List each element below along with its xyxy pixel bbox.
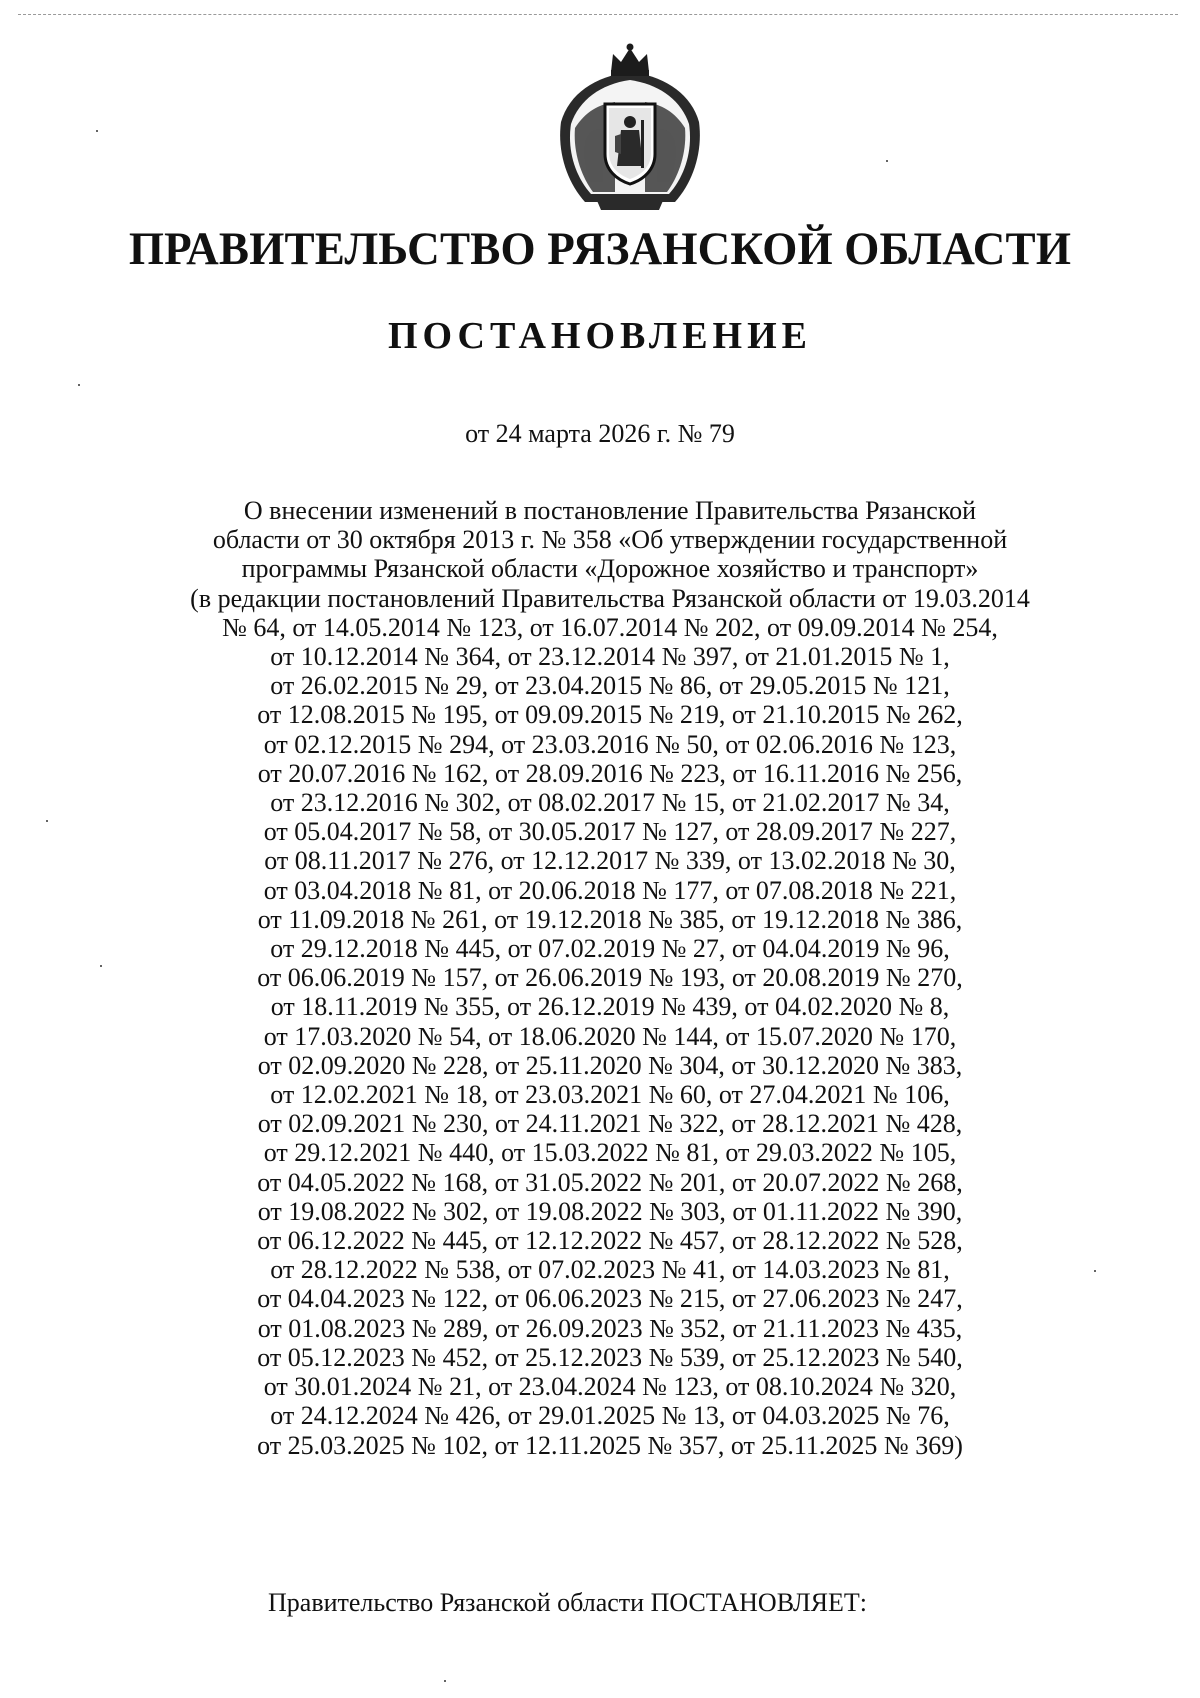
scan-speck (46, 820, 48, 822)
scan-speck (100, 965, 102, 967)
subject-line: от 17.03.2020 № 54, от 18.06.2020 № 144, от 15.07.2020 № 170, (263, 1021, 957, 1051)
document-subject (140, 496, 1080, 1460)
subject-line: № 64, от 14.05.2014 № 123, от 16.07.2014 № 202, от 09.09.2014 № 254, (222, 612, 998, 642)
subject-line: от 05.04.2017 № 58, от 30.05.2017 № 127, от 28.09.2017 № 227, (263, 817, 957, 847)
subject-line: от 05.12.2023 № 452, от 25.12.2023 № 539, от 25.12.2023 № 540, (257, 1342, 963, 1372)
subject-line: от 26.02.2015 № 29, от 23.04.2015 № 86, от 29.05.2015 № 121, (270, 671, 950, 701)
scan-speck (1094, 1270, 1096, 1272)
subject-line: от 02.09.2021 № 230, от 24.11.2021 № 322, от 28.12.2021 № 428, (257, 1109, 963, 1139)
subject-line: от 12.02.2021 № 18, от 23.03.2021 № 60, от 27.04.2021 № 106, (270, 1080, 950, 1110)
subject-line: от 12.08.2015 № 195, от 09.09.2015 № 219, от 21.10.2015 № 262, (257, 700, 963, 730)
subject-line: от 19.08.2022 № 302, от 19.08.2022 № 303, от 01.11.2022 № 390, (257, 1196, 963, 1226)
subject-line: от 04.04.2023 № 122, от 06.06.2023 № 215, от 27.06.2023 № 247, (257, 1284, 963, 1314)
scan-speck (444, 1680, 446, 1682)
scan-edge-line (18, 14, 1178, 15)
document-date-number: от 24 марта 2026 г. № 79 (465, 419, 735, 448)
subject-line: от 24.12.2024 № 426, от 29.01.2025 № 13, от 04.03.2025 № 76, (270, 1401, 950, 1431)
subject-line: от 29.12.2018 № 445, от 07.02.2019 № 27, от 04.04.2019 № 96, (270, 934, 950, 964)
scan-speck (886, 160, 888, 162)
scan-speck (78, 384, 80, 386)
subject-line: (в редакции постановлений Правительства Рязанской области от 19.03.2014 (190, 583, 1030, 613)
subject-line: от 18.11.2019 № 355, от 26.12.2019 № 439, от 04.02.2020 № 8, (270, 992, 950, 1022)
document-type-heading: ПОСТАНОВЛЕНИЕ (387, 315, 813, 357)
subject-line: от 03.04.2018 № 81, от 20.06.2018 № 177, от 07.08.2018 № 221, (263, 875, 957, 905)
subject-line: от 10.12.2014 № 364, от 23.12.2014 № 397, от 21.01.2015 № 1, (270, 642, 950, 672)
ryazan-coat-of-arms-icon (555, 42, 705, 214)
subject-line: от 28.12.2022 № 538, от 07.02.2023 № 41, от 14.03.2023 № 81, (270, 1255, 950, 1285)
subject-line: от 20.07.2016 № 162, от 28.09.2016 № 223, от 16.11.2016 № 256, (257, 758, 963, 788)
subject-line: от 02.12.2015 № 294, от 23.03.2016 № 50, от 02.06.2016 № 123, (263, 729, 957, 759)
subject-line: от 30.01.2024 № 21, от 23.04.2024 № 123, от 08.10.2024 № 320, (263, 1372, 957, 1402)
subject-line: программы Рязанской области «Дорожное хозяйство и транспорт» (241, 554, 979, 584)
subject-line: от 11.09.2018 № 261, от 19.12.2018 № 385, от 19.12.2018 № 386, (257, 904, 963, 934)
resolves-line: Правительство Рязанской области ПОСТАНОВЛЯЕТ: (268, 1588, 868, 1617)
subject-line: от 02.09.2020 № 228, от 25.11.2020 № 304, от 30.12.2020 № 383, (257, 1050, 963, 1080)
subject-line: от 04.05.2022 № 168, от 31.05.2022 № 201, от 20.07.2022 № 268, (257, 1167, 963, 1197)
subject-line: от 25.03.2025 № 102, от 12.11.2025 № 357, от 25.11.2025 № 369) (257, 1430, 963, 1460)
subject-line: от 29.12.2021 № 440, от 15.03.2022 № 81, от 29.03.2022 № 105, (263, 1138, 957, 1168)
government-title: ПРАВИТЕЛЬСТВО РЯЗАНСКОЙ ОБЛАСТИ (128, 223, 1072, 275)
subject-line: О внесении изменений в постановление Правительства Рязанской (243, 496, 977, 525)
subject-line: области от 30 октября 2013 г. № 358 «Об утверждении государственной (212, 525, 1008, 555)
subject-line: от 23.12.2016 № 302, от 08.02.2017 № 15, от 21.02.2017 № 34, (270, 788, 950, 818)
subject-line: от 01.08.2023 № 289, от 26.09.2023 № 352, от 21.11.2023 № 435, (257, 1313, 963, 1343)
subject-line: от 08.11.2017 № 276, от 12.12.2017 № 339, от 13.02.2018 № 30, (264, 846, 956, 876)
subject-line: от 06.06.2019 № 157, от 26.06.2019 № 193, от 20.08.2019 № 270, (257, 963, 963, 993)
subject-line: от 06.12.2022 № 445, от 12.12.2022 № 457, от 28.12.2022 № 528, (257, 1226, 963, 1256)
scan-speck (96, 130, 98, 132)
